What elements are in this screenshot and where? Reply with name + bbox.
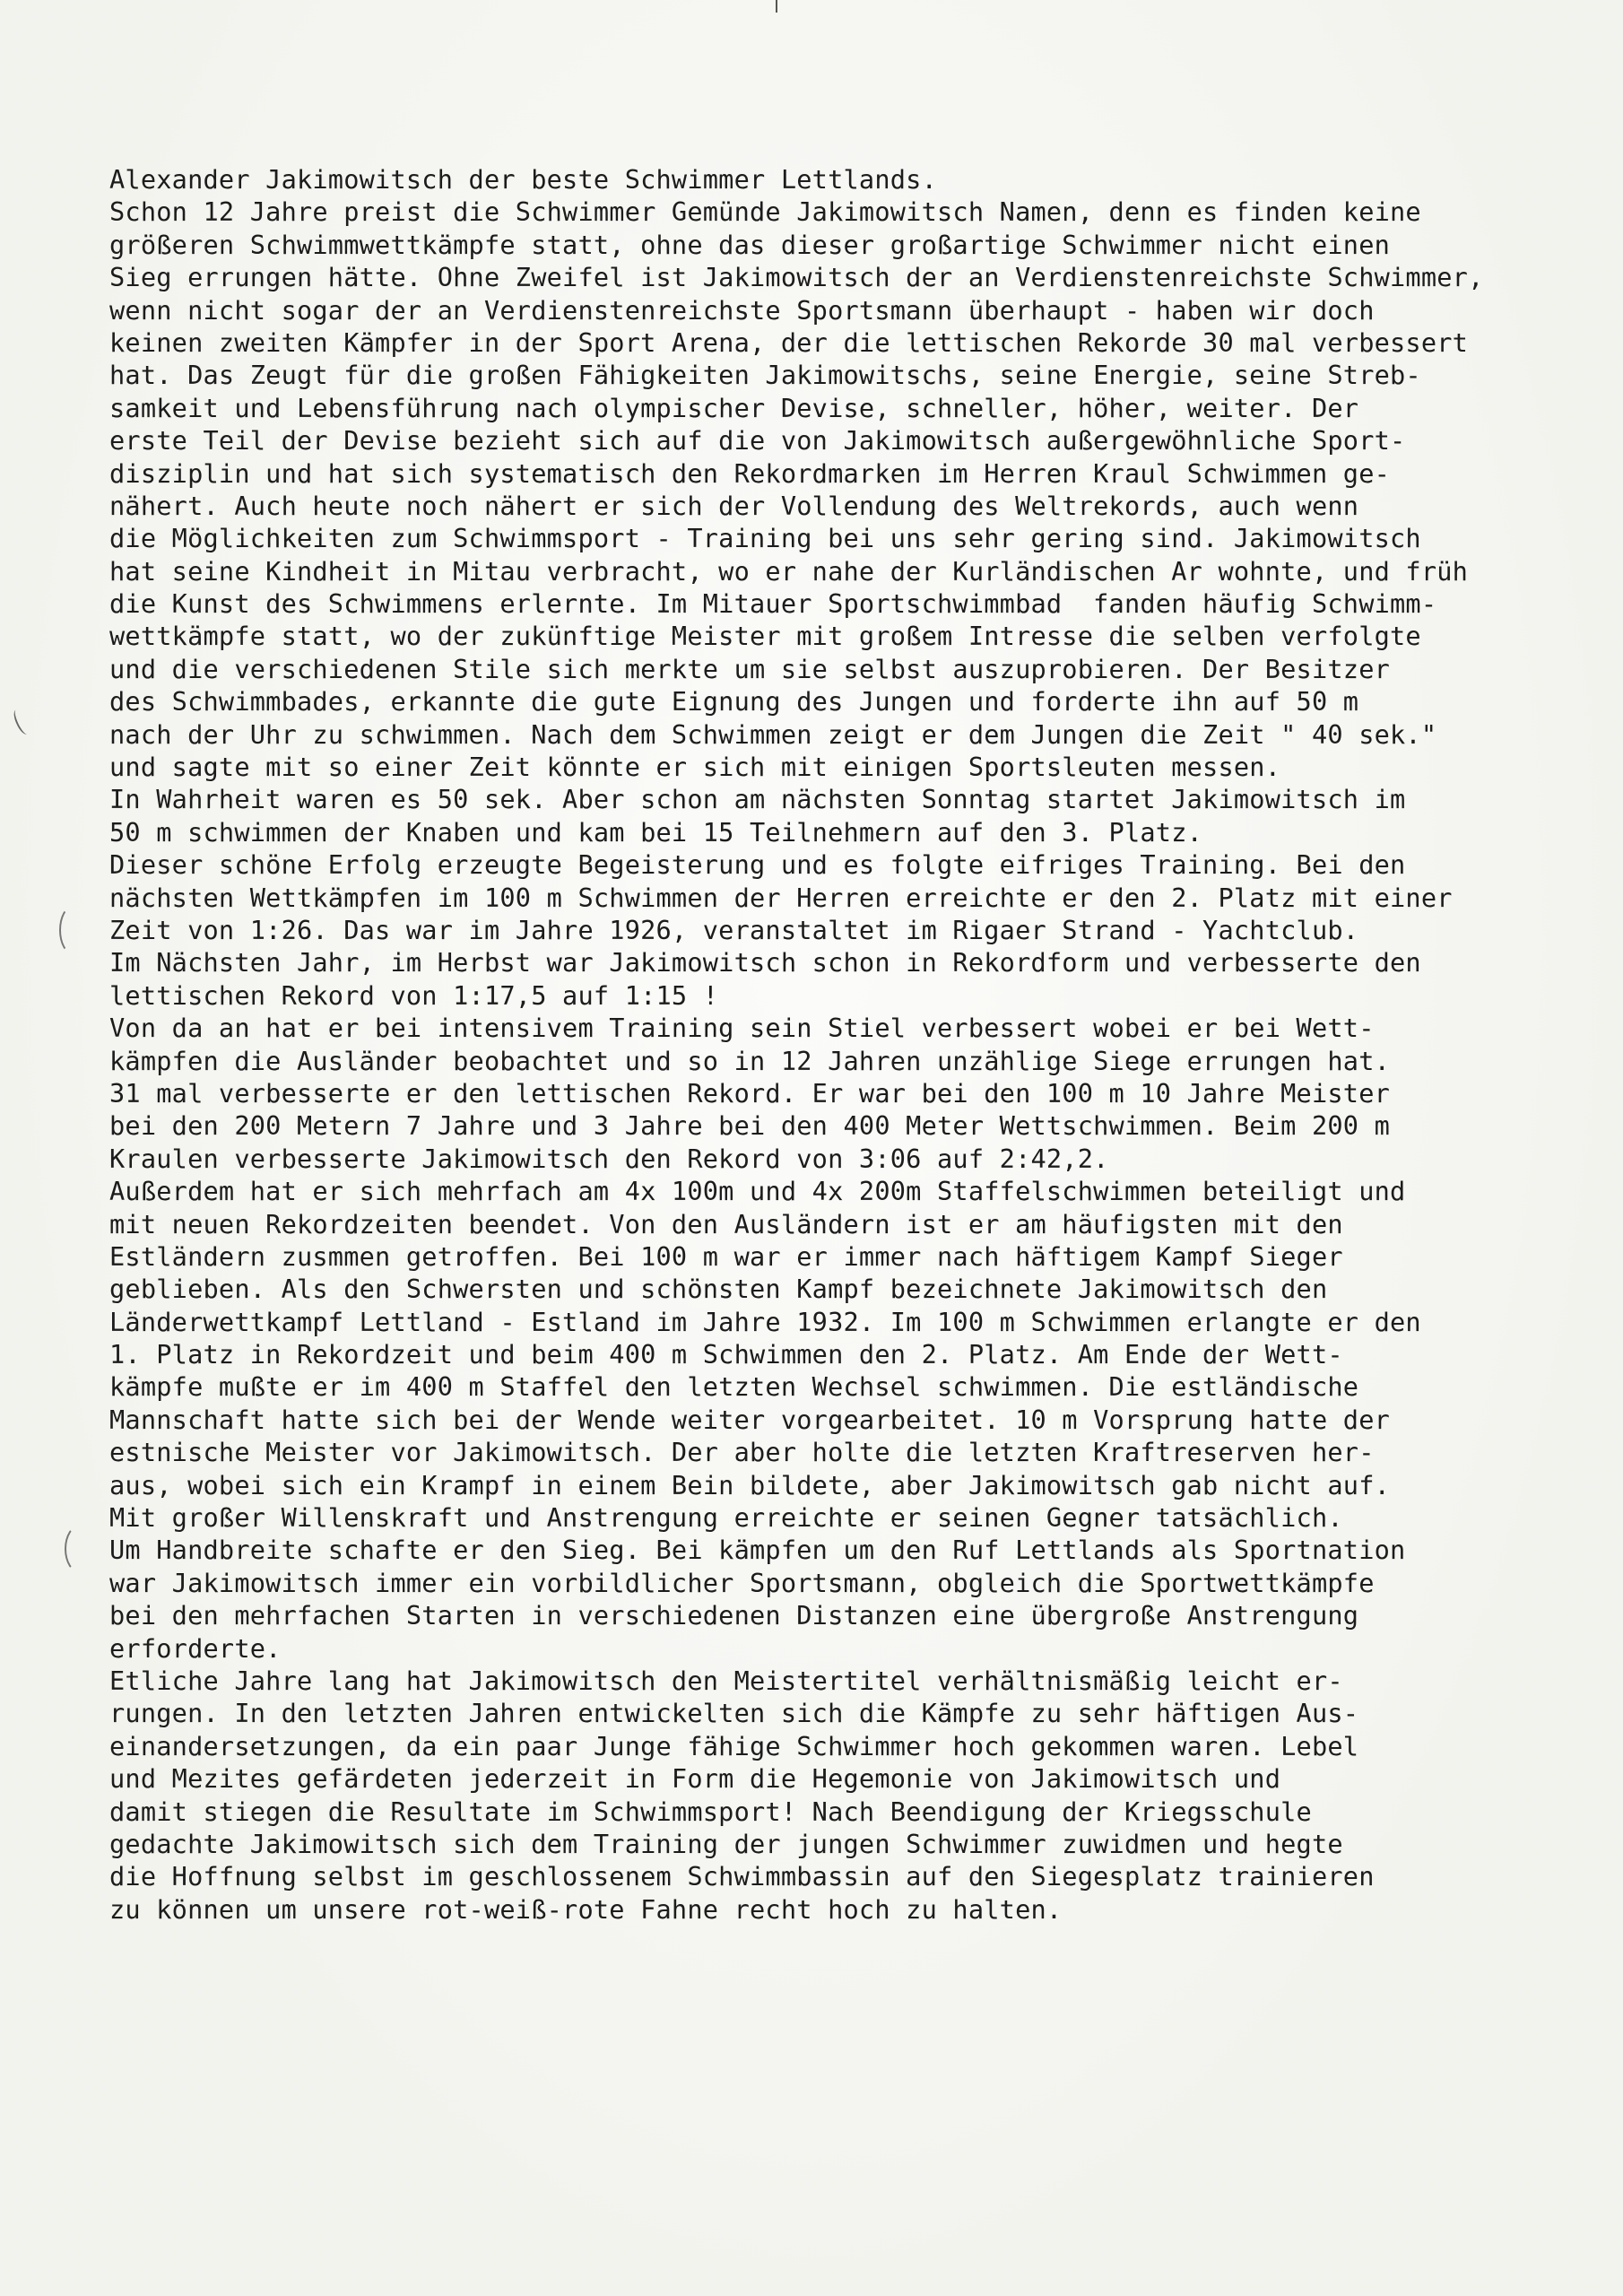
text-line: die Hoffnung selbst im geschlossenem Schwimmbassin auf den Siegesplatz trainieren: [109, 1861, 1375, 1892]
typewritten-text: [109, 163, 1544, 1926]
text-line: gedachte Jakimowitsch sich dem Training der jungen Schwimmer zuwidmen und hegte: [109, 1828, 1343, 1859]
text-line: nähert. Auch heute noch nähert er sich der Vollendung des Weltrekords, auch wenn: [109, 490, 1359, 521]
text-line: und sagte mit so einer Zeit könnte er sich mit einigen Sportsleuten messen.: [109, 752, 1281, 783]
text-line: Zeit von 1:26. Das war im Jahre 1926, veranstaltet im Rigaer Strand - Yachtclub.: [109, 914, 1359, 945]
text-line: Dieser schöne Erfolg erzeugte Begeisterung und es folgte eifriges Training. Bei den: [109, 849, 1406, 881]
text-line: Alexander Jakimowitsch der beste Schwimmer Lettlands.: [109, 164, 937, 195]
text-line: Von da an hat er bei intensivem Training sein Stiel verbessert wobei er bei Wett-: [109, 1013, 1375, 1044]
text-line: kämpfen die Ausländer beobachtet und so in 12 Jahren unzählige Siege errungen hat.: [109, 1045, 1391, 1076]
margin-pencil-mark: [65, 1525, 95, 1573]
staple-mark: [776, 0, 777, 13]
text-line: nächsten Wettkämpfen im 100 m Schwimmen der Herren erreichte er den 2. Platz mit einer: [109, 882, 1453, 913]
text-line: lettischen Rekord von 1:17,5 auf 1:15 !: [109, 979, 719, 1011]
text-line: Im Nächsten Jahr, im Herbst war Jakimowitsch schon in Rekordform und verbesserte den: [109, 947, 1421, 978]
text-line: wettkämpfe statt, wo der zukünftige Meister mit großem Intresse die selben verfolgte: [109, 621, 1421, 652]
text-line: estnische Meister vor Jakimowitsch. Der aber holte die letzten Kraftreserven her-: [109, 1437, 1375, 1468]
text-line: war Jakimowitsch immer ein vorbildlicher Sportsmann, obgleich die Sportwettkämpfe: [109, 1567, 1375, 1598]
text-line: samkeit und Lebensführung nach olympischer Devise, schneller, höher, weiter. Der: [109, 392, 1359, 423]
text-line: damit stiegen die Resultate im Schwimmsport! Nach Beendigung der Kriegsschule: [109, 1796, 1312, 1827]
text-line: Etliche Jahre lang hat Jakimowitsch den Meistertitel verhältnismäßig leicht er-: [109, 1665, 1343, 1696]
text-line: keinen zweiten Kämpfer in der Sport Arena, der die lettischen Rekorde 30 mal verbessert: [109, 326, 1469, 358]
text-line: des Schwimmbades, erkannte die gute Eignung des Jungen und forderte ihn auf 50 m: [109, 686, 1359, 718]
text-line: die Möglichkeiten zum Schwimmsport - Training bei uns sehr gering sind. Jakimowitsch: [109, 523, 1421, 554]
text-line: bei den 200 Metern 7 Jahre und 3 Jahre bei den 400 Meter Wettschwimmen. Beim 200 m: [109, 1110, 1391, 1142]
text-line: Mit großer Willenskraft und Anstrengung erreichte er seinen Gegner tatsächlich.: [109, 1502, 1343, 1534]
text-line: 1. Platz in Rekordzeit und beim 400 m Schwimmen den 2. Platz. Am Ende der Wett-: [109, 1339, 1343, 1370]
text-line: zu können um unsere rot-weiß-rote Fahne recht hoch zu halten.: [109, 1893, 1063, 1925]
text-line: disziplin und hat sich systematisch den Rekordmarken im Herren Kraul Schwimmen ge-: [109, 457, 1391, 489]
text-line: rungen. In den letzten Jahren entwickelten sich die Kämpfe zu sehr häftigen Aus-: [109, 1698, 1359, 1729]
text-line: nach der Uhr zu schwimmen. Nach dem Schwimmen zeigt er dem Jungen die Zeit " 40 sek.": [109, 718, 1437, 750]
text-line: hat. Das Zeugt für die großen Fähigkeiten Jakimowitschs, seine Energie, seine Streb-: [109, 360, 1421, 391]
text-line: einandersetzungen, da ein paar Junge fähige Schwimmer hoch gekommen waren. Lebel: [109, 1730, 1359, 1761]
margin-pencil-mark: [59, 906, 86, 954]
text-line: erforderte.: [109, 1632, 282, 1664]
text-line: In Wahrheit waren es 50 sek. Aber schon am nächsten Sonntag startet Jakimowitsch im: [109, 784, 1406, 815]
text-line: bei den mehrfachen Starten in verschiedenen Distanzen eine übergroße Anstrengung: [109, 1600, 1359, 1631]
text-line: Kraulen verbesserte Jakimowitsch den Rekord von 3:06 auf 2:42,2.: [109, 1143, 1109, 1174]
text-line: 50 m schwimmen der Knaben und kam bei 15 Teilnehmern auf den 3. Platz.: [109, 816, 1203, 848]
text-line: aus, wobei sich ein Krampf in einem Bein bildete, aber Jakimowitsch gab nicht auf.: [109, 1469, 1391, 1500]
text-line: Schon 12 Jahre preist die Schwimmer Gemünde Jakimowitsch Namen, denn es finden keine: [109, 196, 1421, 228]
text-line: geblieben. Als den Schwersten und schönsten Kampf bezeichnete Jakimowitsch den: [109, 1274, 1328, 1305]
text-line: erste Teil der Devise bezieht sich auf die von Jakimowitsch außergewöhnliche Sport-: [109, 425, 1406, 457]
text-line: die Kunst des Schwimmens erlernte. Im Mitauer Sportschwimmbad fanden häufig Schwimm-: [109, 588, 1437, 620]
text-line: Länderwettkampf Lettland - Estland im Jahre 1932. Im 100 m Schwimmen erlangte er den: [109, 1306, 1421, 1337]
text-line: hat seine Kindheit in Mitau verbracht, wo er nahe der Kurländischen Ar wohnte, und früh: [109, 555, 1469, 587]
text-line: Sieg errungen hätte. Ohne Zweifel ist Jakimowitsch der an Verdienstenreichste Schwimmer,: [109, 262, 1484, 293]
text-line: Mannschaft hatte sich bei der Wende weiter vorgearbeitet. 10 m Vorsprung hatte der: [109, 1404, 1391, 1435]
text-line: Um Handbreite schafte er den Sieg. Bei kämpfen um den Ruf Lettlands als Sportnation: [109, 1535, 1406, 1566]
text-line: wenn nicht sogar der an Verdienstenreichste Sportsmann überhaupt - haben wir doch: [109, 294, 1375, 326]
text-line: Außerdem hat er sich mehrfach am 4x 100m und 4x 200m Staffelschwimmen beteiligt und: [109, 1176, 1406, 1207]
text-line: und die verschiedenen Stile sich merkte um sie selbst auszuprobieren. Der Besitzer: [109, 653, 1391, 684]
text-line: und Mezites gefärdeten jederzeit in Form die Hegemonie von Jakimowitsch und: [109, 1763, 1281, 1795]
text-line: 31 mal verbesserte er den lettischen Rekord. Er war bei den 100 m 10 Jahre Meister: [109, 1077, 1391, 1109]
text-line: kämpfe mußte er im 400 m Staffel den letzten Wechsel schwimmen. Die estländische: [109, 1371, 1359, 1403]
text-line: größeren Schwimmwettkämpfe statt, ohne das dieser großartige Schwimmer nicht einen: [109, 229, 1391, 260]
text-line: Estländern zusmmen getroffen. Bei 100 m war er immer nach häftigem Kampf Sieger: [109, 1240, 1343, 1272]
text-line: mit neuen Rekordzeiten beendet. Von den Ausländern ist er am häufigsten mit den: [109, 1208, 1343, 1239]
margin-pencil-mark: [11, 708, 32, 736]
